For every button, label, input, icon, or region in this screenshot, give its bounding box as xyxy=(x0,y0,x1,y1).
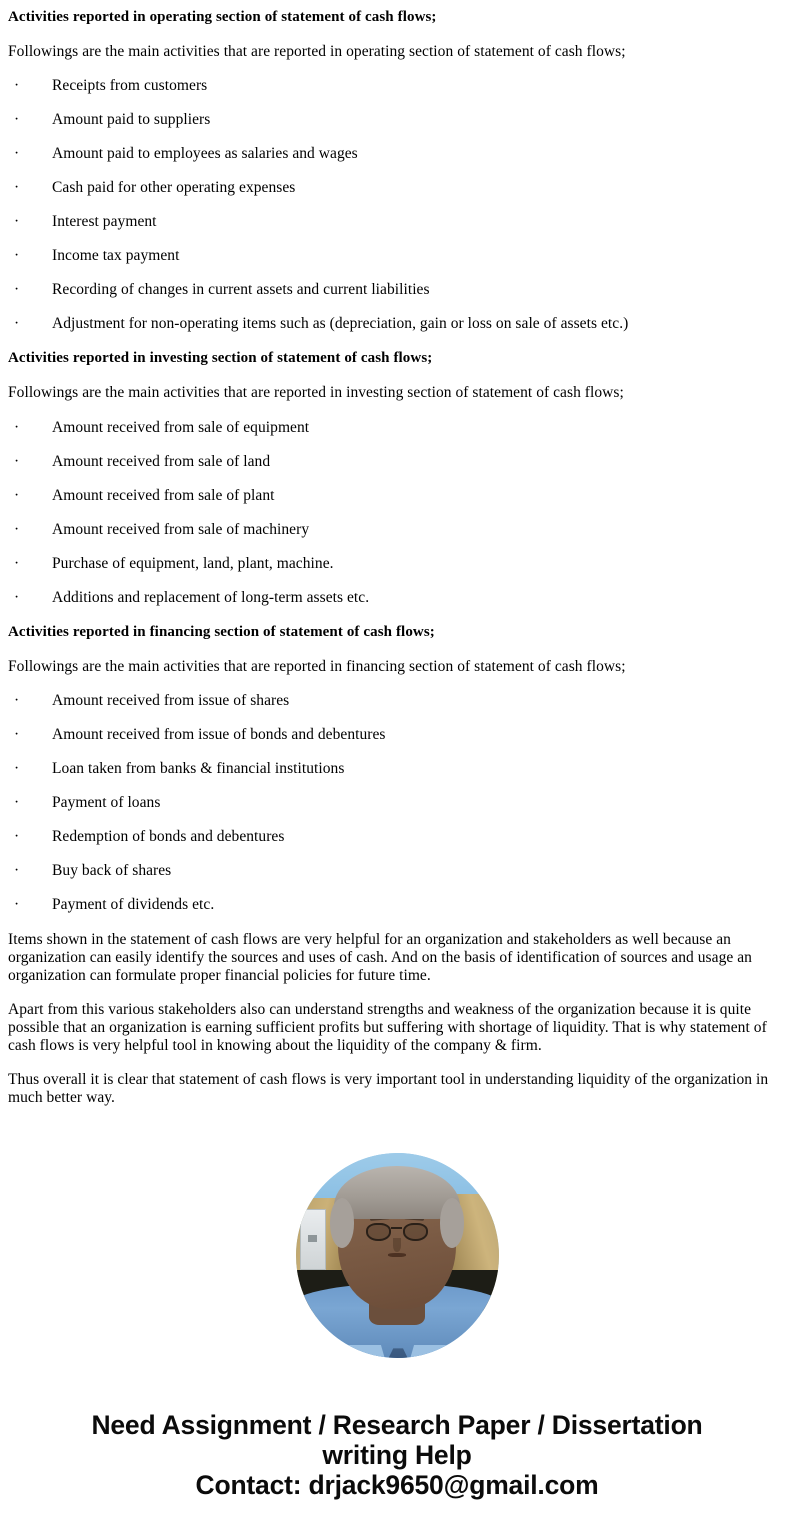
bullet-dot-icon: · xyxy=(14,77,20,95)
bullet-dot-icon: · xyxy=(14,861,20,879)
list-item-label: Redemption of bonds and debentures xyxy=(52,827,285,845)
photo-glasses-bridge xyxy=(391,1227,402,1229)
paragraph: Items shown in the statement of cash flows are very helpful for an organization and stakeholders as well because an organization can easily identify the sources and uses of cash. And on the basis of identification of sources and usage an organization can formulate proper financial policies for future time. xyxy=(8,930,752,985)
list-item xyxy=(8,828,786,846)
list-item-label: Income tax payment xyxy=(52,247,180,265)
photo-tie xyxy=(384,1348,411,1358)
list-item xyxy=(8,247,786,265)
bullet-dot-icon: · xyxy=(14,452,20,470)
list-item-label: Additions and replacement of long-term assets etc. xyxy=(52,588,370,606)
section-intro-investing: Followings are the main activities that are reported in investing section of statement of cash flows; xyxy=(8,384,624,402)
photo-hair-side-right xyxy=(440,1198,464,1247)
list-item xyxy=(8,521,786,539)
list-item xyxy=(8,896,786,914)
section-heading-operating: Activities reported in operating section of statement of cash flows; xyxy=(8,9,437,25)
bullet-list-financing xyxy=(8,692,786,914)
bullet-dot-icon: · xyxy=(14,145,20,163)
list-item xyxy=(8,111,786,129)
bullet-dot-icon: · xyxy=(14,281,20,299)
avatar xyxy=(296,1153,499,1358)
list-item-label: Amount paid to employees as salaries and wages xyxy=(52,145,358,163)
list-item-label: Amount received from issue of bonds and debentures xyxy=(52,725,386,743)
bullet-dot-icon: · xyxy=(14,520,20,538)
list-item xyxy=(8,77,786,95)
promo-footer xyxy=(0,1410,794,1518)
list-item xyxy=(8,213,786,231)
list-item-label: Receipts from customers xyxy=(52,77,208,95)
bullet-dot-icon: · xyxy=(14,213,20,231)
list-item-label: Payment of dividends etc. xyxy=(52,895,215,913)
bullet-dot-icon: · xyxy=(14,691,20,709)
list-item xyxy=(8,589,786,607)
list-item-label: Amount paid to suppliers xyxy=(52,111,211,129)
section-operating xyxy=(8,9,786,333)
photo-lens-left xyxy=(366,1223,391,1241)
photo-collar-left xyxy=(326,1345,387,1358)
list-item xyxy=(8,281,786,299)
list-item xyxy=(8,794,786,812)
list-item xyxy=(8,487,786,505)
list-item-label: Amount received from sale of plant xyxy=(52,486,275,504)
photo-mouth xyxy=(388,1253,407,1257)
section-intro-financing: Followings are the main activities that are reported in financing section of statement of cash flows; xyxy=(8,657,626,675)
list-item xyxy=(8,760,786,778)
promo-line-1: Need Assignment / Research Paper / Dissertation xyxy=(91,1410,703,1441)
list-item xyxy=(8,862,786,880)
bullet-dot-icon: · xyxy=(14,554,20,572)
paragraph: Apart from this various stakeholders also can understand strengths and weakness of the organization because it is quite possible that an organization is earning sufficient profits but suffering with shortage of liquidity. That is why statement of cash flows is very helpful tool in knowing about the liquidity of the company & firm. xyxy=(8,1000,767,1055)
promo-line-2: writing Help xyxy=(322,1440,472,1471)
list-item xyxy=(8,419,786,437)
bullet-dot-icon: · xyxy=(14,486,20,504)
section-intro-operating: Followings are the main activities that are reported in operating section of statement of cash flows; xyxy=(8,43,626,60)
photo-nose xyxy=(393,1238,401,1252)
list-item xyxy=(8,453,786,471)
list-item xyxy=(8,726,786,744)
list-item-label: Adjustment for non-operating items such as (depreciation, gain or loss on sale of assets etc.) xyxy=(52,315,629,333)
section-heading-financing: Activities reported in financing section of statement of cash flows; xyxy=(8,623,435,640)
bullet-dot-icon: · xyxy=(14,827,20,845)
list-item-label: Interest payment xyxy=(52,213,157,231)
list-item xyxy=(8,145,786,163)
photo-lens-right xyxy=(403,1223,428,1241)
list-item-label: Cash paid for other operating expenses xyxy=(52,179,296,197)
list-item-label: Amount received from sale of land xyxy=(52,452,271,470)
bullet-dot-icon: · xyxy=(14,179,20,197)
bullet-list-investing xyxy=(8,419,786,607)
list-item-label: Recording of changes in current assets and current liabilities xyxy=(52,281,430,299)
list-item-label: Purchase of equipment, land, plant, machine. xyxy=(52,554,334,572)
list-item xyxy=(8,555,786,573)
bullet-dot-icon: · xyxy=(14,895,20,913)
list-item-label: Amount received from sale of machinery xyxy=(52,520,310,538)
bullet-dot-icon: · xyxy=(14,759,20,777)
section-heading-investing: Activities reported in investing section of statement of cash flows; xyxy=(8,350,433,367)
list-item-label: Amount received from issue of shares xyxy=(52,691,290,709)
bullet-dot-icon: · xyxy=(14,725,20,743)
list-item xyxy=(8,179,786,197)
avatar-container xyxy=(0,1153,794,1358)
list-item-label: Amount received from sale of equipment xyxy=(52,418,310,436)
bullet-list-operating xyxy=(8,77,786,333)
photo-background-switchplate xyxy=(300,1209,326,1271)
promo-contact-email: Contact: drjack9650@gmail.com xyxy=(195,1470,599,1501)
section-financing xyxy=(8,624,786,914)
photo-hair-side-left xyxy=(330,1198,354,1247)
bullet-dot-icon: · xyxy=(14,315,20,333)
bullet-dot-icon: · xyxy=(14,793,20,811)
bullet-dot-icon: · xyxy=(14,588,20,606)
paragraph: Thus overall it is clear that statement of cash flows is very important tool in understanding liquidity of the organization in much better way. xyxy=(8,1070,769,1106)
list-item-label: Loan taken from banks & financial institutions xyxy=(52,759,345,777)
bullet-dot-icon: · xyxy=(14,418,20,436)
photo-collar-right xyxy=(408,1345,469,1358)
list-item-label: Buy back of shares xyxy=(52,861,172,879)
bullet-dot-icon: · xyxy=(14,247,20,265)
section-investing xyxy=(8,350,786,606)
list-item-label: Payment of loans xyxy=(52,793,161,811)
list-item xyxy=(8,315,786,333)
closing-paragraphs xyxy=(8,931,786,1107)
list-item xyxy=(8,692,786,710)
bullet-dot-icon: · xyxy=(14,111,20,129)
